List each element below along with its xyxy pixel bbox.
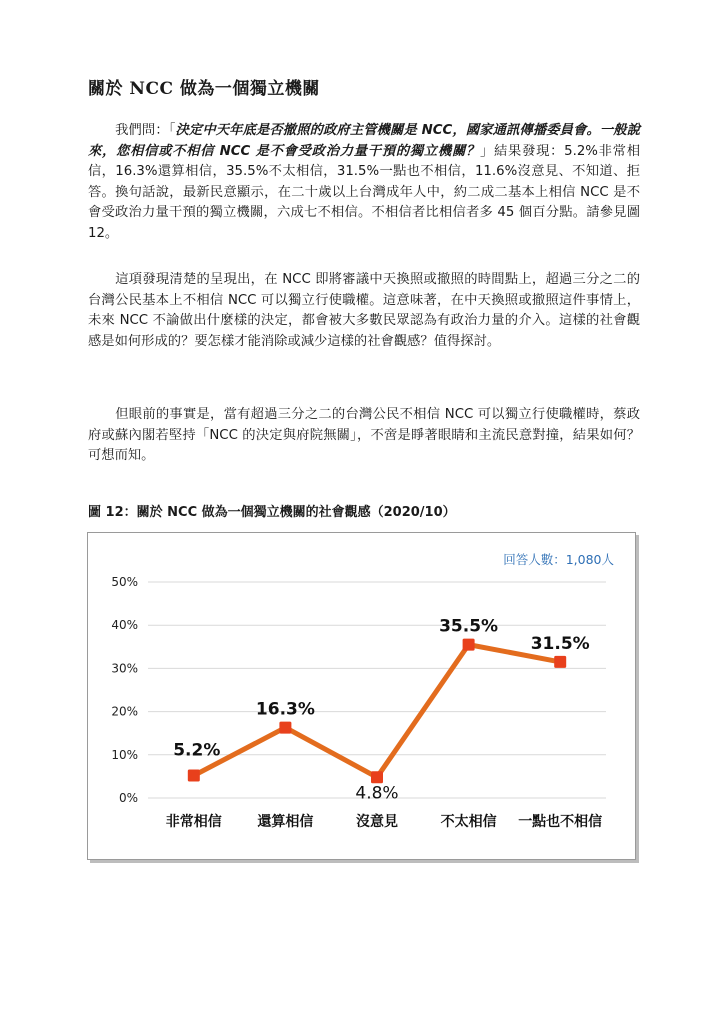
paragraph-2-text: 這項發現清楚的呈現出，在 NCC 即將審議中天換照或撤照的時間點上，超過三分之二的台灣公民基本上不相信 NCC 可以獨立行使職權。這意味著，在中天換照或撤照這件事情上，未來 NCC 不論做出什麼樣的決定，都會被大多數民眾認為有政治力量的介入。這樣的社會觀感是如何形成的？要怎樣才能消除或減少這樣的社會觀感？值得探討。 (88, 272, 640, 349)
survey-question: 決定中天年底是否撤照的政府主管機關是 NCC，國家通訊傳播委員會。一般說來，您相信或不相信 NCC 是不會受政治力量干預的獨立機關？ (88, 123, 640, 159)
data-label: 4.8% (355, 783, 399, 804)
data-point (371, 771, 383, 783)
data-label: 16.3% (255, 699, 315, 720)
paragraph-3-text: 但眼前的事實是，當有超過三分之二的台灣公民不相信 NCC 可以獨立行使職權時，蔡政府或蘇內閣若堅持「NCC 的決定與府院無關」，不啻是睜著眼睛和主流民意對撞，結果如何？可想而知。 (88, 407, 640, 464)
category-label: 一點也不相信 (518, 814, 603, 830)
figure-caption: 圖 12：關於 NCC 做為一個獨立機關的社會觀感（2020/10） (88, 505, 456, 520)
y-tick-label: 30% (111, 661, 138, 676)
y-tick-label: 40% (111, 618, 138, 633)
data-point (279, 722, 291, 734)
y-tick-label: 0% (118, 791, 138, 805)
paragraph-2 (88, 270, 640, 352)
chart-frame (87, 532, 636, 860)
category-label: 沒意見 (356, 814, 398, 830)
paragraph-3 (88, 405, 640, 467)
data-point (188, 770, 200, 782)
respondent-count: 回答人數：1,080人 (503, 552, 614, 567)
paragraph-1 (88, 121, 640, 245)
y-tick-label: 20% (111, 704, 138, 719)
category-label: 還算相信 (257, 814, 314, 830)
y-tick-label: 10% (111, 747, 138, 762)
x-axis-categories (166, 813, 602, 830)
page-heading: 關於 NCC 做為一個獨立機關 (88, 79, 320, 99)
data-markers (188, 639, 566, 784)
paragraph-1-lead: 我們問：「 (115, 123, 176, 138)
paragraph-1-rest: 」結果發現：5.2%非常相信，16.3%還算相信，35.5%不太相信，31.5%一點也不相信，11.6%沒意見、不知道、拒答。換句話說，最新民意顯示，在二十歲以上台灣成年人中，約二成二基本上相信 NCC 是不會受政治力量干預的獨立機關，六成七不相信。不相信者比相信者多 45 個百分點。請參見圖 12。 (88, 143, 641, 241)
data-label: 31.5% (530, 633, 590, 654)
y-tick-label: 50% (111, 575, 138, 589)
category-label: 不太相信 (440, 814, 497, 830)
category-label: 非常相信 (165, 814, 222, 830)
data-point (463, 639, 475, 651)
series-line (194, 645, 560, 778)
data-label: 5.2% (173, 740, 221, 761)
y-axis-ticks (111, 575, 138, 805)
data-label: 35.5% (439, 616, 499, 637)
line-chart (88, 533, 635, 859)
data-point (554, 656, 566, 668)
